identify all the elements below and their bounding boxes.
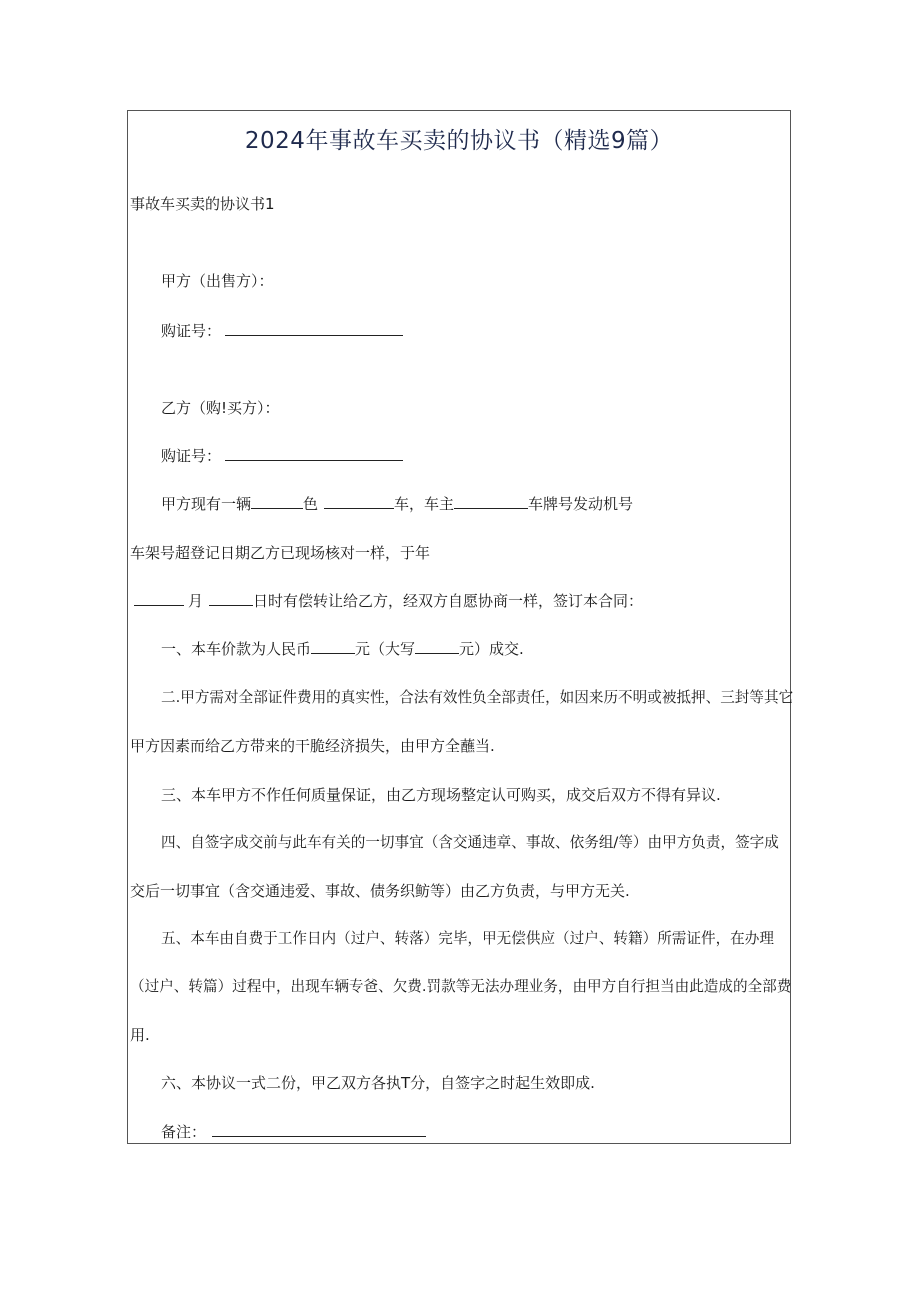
- vehicle-owner-field[interactable]: [454, 494, 528, 509]
- party-a-id-row: [161, 321, 403, 341]
- clause-4-line-2: 交后一切事宜（含交通违爱、事故、债务织鲂等）由乙方负责，与甲方无关.: [130, 882, 630, 900]
- clause-5-line-1: 五、本车由自费于工作日内（过户、转落）完毕，甲无偿供应（过户、转籍）所需证件，在办理: [161, 930, 774, 947]
- party-b-label: 乙方（购!买方）：: [161, 399, 280, 417]
- vehicle-line-3-text-2: 日时有偿转让给乙方，经双方自愿协商一样，签订本合同：: [253, 592, 644, 610]
- price-uppercase-field[interactable]: [415, 639, 459, 654]
- document-title: 2024年事故车买卖的协议书（精选9篇）: [244, 128, 674, 154]
- party-a-label: 甲方（出售方）：: [161, 272, 274, 290]
- clause-4-line-1: 四、自签字成交前与此车有关的一切事宜（含交通违章、事故、依务组/等）由甲方负责，签字成: [161, 834, 779, 851]
- vehicle-color-field[interactable]: [251, 494, 303, 509]
- clause-1-text-2: 元（大写: [355, 640, 416, 658]
- party-b-id-label: 购证号：: [161, 447, 222, 465]
- month-field[interactable]: [134, 591, 184, 606]
- day-field[interactable]: [209, 591, 253, 606]
- clause-6: 六、本协议一式二份，甲乙双方各执T分，自签字之时起生效即成.: [161, 1074, 595, 1092]
- remarks-row: [161, 1122, 426, 1142]
- vehicle-line-1-text-1: 甲方现有一辆: [161, 495, 252, 513]
- party-b-id-row: [161, 446, 403, 466]
- clause-1-text-3: 元）成交.: [459, 640, 524, 658]
- clause-5-line-3: 用.: [130, 1026, 150, 1044]
- vehicle-line-3-text-1: 月: [188, 592, 204, 610]
- party-b-id-field[interactable]: [225, 446, 403, 461]
- vehicle-line-1-text-2: 色: [303, 495, 319, 513]
- vehicle-line-2: 车架号超登记日期乙方已现场核对一样，于年: [130, 544, 431, 562]
- vehicle-line-1: [161, 494, 633, 514]
- clause-1-text-1: 一、本车价款为人民币: [161, 640, 312, 658]
- vehicle-line-3: [134, 591, 643, 611]
- section-heading: 事故车买卖的协议书1: [130, 195, 275, 213]
- remarks-field[interactable]: [212, 1122, 426, 1137]
- clause-3: 三、本车甲方不作任何质量保证，由乙方现场整定认可购买，成交后双方不得有异议.: [161, 786, 721, 804]
- remarks-label: 备注：: [161, 1123, 207, 1141]
- clause-2-line-2: 甲方因素而给乙方带来的干脆经济损失，由甲方全蘸当.: [130, 737, 495, 755]
- party-a-id-field[interactable]: [225, 321, 403, 336]
- vehicle-line-1-text-4: 车牌号发动机号: [528, 495, 634, 513]
- price-field[interactable]: [311, 639, 355, 654]
- clause-1: [161, 639, 524, 659]
- vehicle-line-1-text-3: 车，车主: [394, 495, 455, 513]
- clause-5-line-2: （过户、转篇）过程中，出现车辆专爸、欠费.罚款等无法办理业务，由甲方自行担当由此造成的全部费: [130, 978, 792, 995]
- clause-2-line-1: 二.甲方需对全部证件费用的真实性，合法有效性负全部责任，如因来历不明或被抵押、三封等其它: [161, 689, 794, 706]
- party-a-id-label: 购证号：: [161, 322, 222, 340]
- vehicle-type-field[interactable]: [324, 494, 394, 509]
